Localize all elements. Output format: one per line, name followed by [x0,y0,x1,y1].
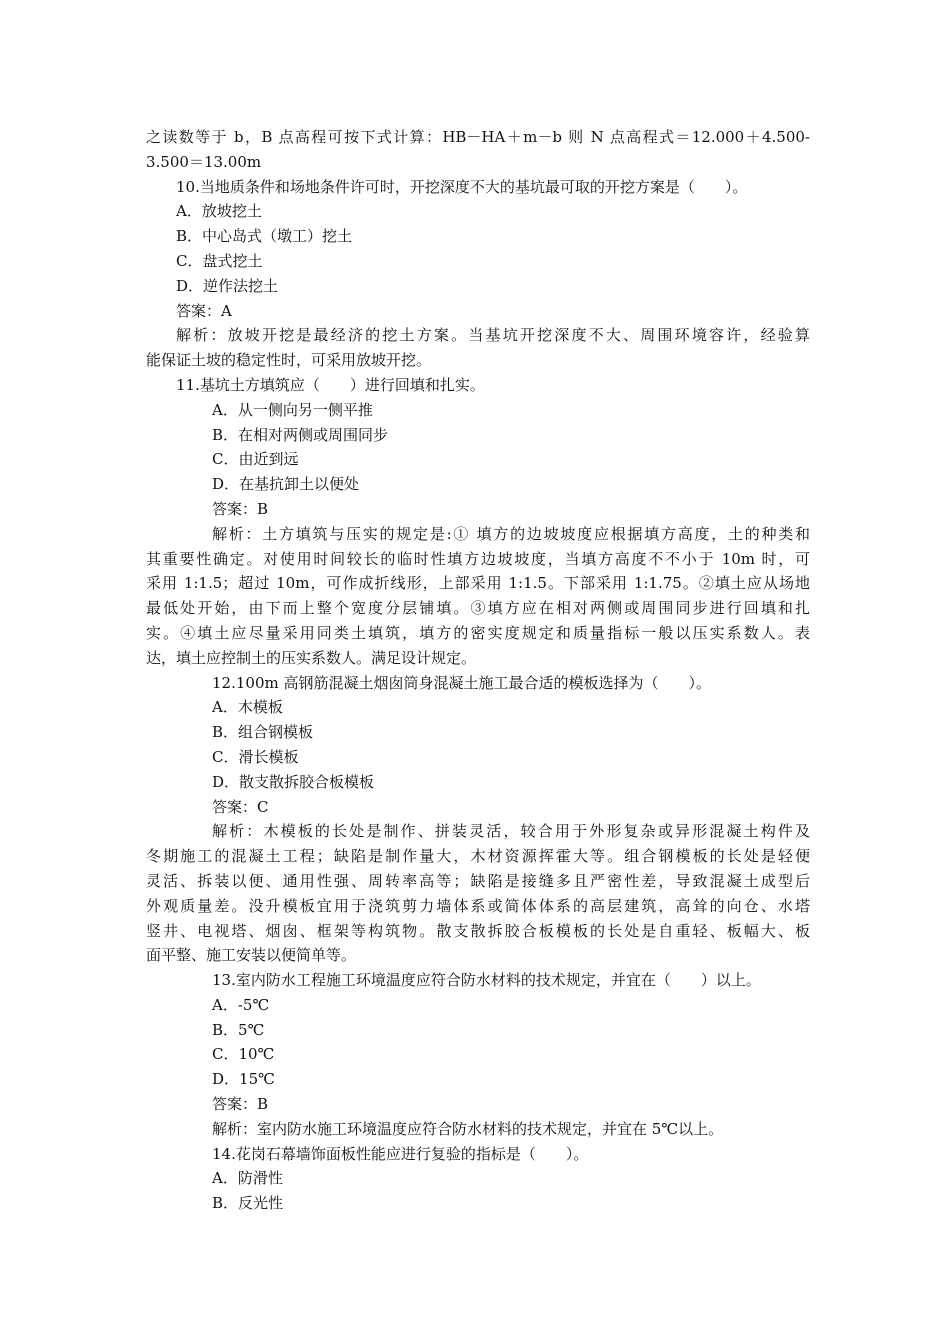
option-b: B．在相对两侧或周围同步 [212,425,389,444]
option-c: C．盘式挖土 [176,251,263,270]
analysis-line: 面平整、施工安装以便简单等。 [146,946,357,965]
answer: 答案：B [212,499,269,518]
option-b: B．5℃ [212,1020,265,1039]
option-d: D．在基抗卸土以便处 [212,475,360,494]
analysis-line: 采用 1:1.5；超过 10m，可作成折线形，上部采用 1:1.5。下部采用 1:1.75。②填土应从场地 [146,574,810,593]
answer: 答案：C [212,797,269,816]
option-c: C．滑长模板 [212,747,299,766]
option-a: A．木模板 [212,698,283,717]
analysis-line: 竖井、电视塔、烟囱、框架等构筑物。散支散拆胶合板模板的长处是自重轻、板幅大、板 [146,921,810,940]
option-a: A．从一侧向另一侧平推 [212,400,373,419]
analysis-line: 实。④填土应尽量采用同类土填筑，填方的密实度规定和质量指标一般以压实系数人。表 [146,623,810,642]
option-b: B．组合钢模板 [212,723,314,742]
question-13: 13.室内防水工程施工环境温度应符合防水材料的技术规定，并宜在（ ）以上。 [212,971,761,990]
analysis-line: 冬期施工的混凝土工程；缺陷是制作量大，木材资源挥霍大等。组合钢模板的长处是轻便 [146,847,810,866]
option-d: D．逆作法挖土 [176,276,279,295]
option-a: A．防滑性 [212,1169,283,1188]
analysis-line: 解析：木模板的长处是制作、拼装灵活，较合用于外形复杂或异形混凝土构件及 [212,822,810,841]
analysis-line: 解析：室内防水施工环境温度应符合防水材料的技术规定，并宜在 5℃以上。 [212,1119,724,1138]
option-a: A．放坡挖土 [176,202,262,221]
option-d: D．15℃ [212,1070,275,1089]
analysis-line: 能保证土坡的稳定性时，可采用放坡开挖。 [146,351,432,370]
question-14: 14.花岗石幕墙饰面板性能应进行复验的指标是（ ）。 [212,1144,589,1163]
intro-line: 3.500＝13.00m [146,152,262,171]
answer: 答案：B [212,1095,269,1114]
option-b: B．反光性 [212,1194,284,1213]
analysis-line: 达，填土应控制土的压实系数人。满足设计规定。 [146,648,477,667]
question-10: 10.当地质条件和场地条件许可时，开挖深度不大的基坑最可取的开挖方案是（ ）。 [176,177,748,196]
analysis-line: 最低处开始，由下而上整个宽度分层铺填。③填方应在相对两侧或周围同步进行回填和扎 [146,599,810,618]
intro-line: 之读数等于 b，B 点高程可按下式计算：HB－HA＋m－b 则 N 点高程式＝12.000＋4.500- [146,128,810,146]
document-body [146,125,810,1216]
option-a: A．-5℃ [212,995,270,1014]
question-11: 11.基坑土方填筑应（ ）进行回填和扎实。 [176,375,485,394]
option-d: D．散支散拆胶合板模板 [212,772,375,791]
answer: 答案：A [176,301,232,320]
option-c: C．由近到远 [212,450,299,469]
analysis-line: 外观质量差。没升模板宜用于浇筑剪力墙体系或简体体系的高层建筑，高耸的向仓、水塔 [146,896,810,915]
option-c: C．10℃ [212,1045,275,1064]
analysis-line: 解析：放坡开挖是最经济的挖土方案。当基坑开挖深度不大、周围环境容许，经验算 [176,326,810,345]
option-b: B．中心岛式（墩工）挖土 [176,227,353,246]
analysis-line: 灵活、拆装以便、通用性强、周转率高等；缺陷是接缝多且严密性差，导致混凝土成型后 [146,871,810,890]
analysis-line: 解析：土方填筑与压实的规定是:① 填方的边坡坡度应根据填方高度，土的种类和 [212,524,810,543]
analysis-line: 其重要性确定。对使用时间较长的临时性填方边坡坡度，当填方高度不不小于 10m 时，可 [146,549,810,568]
question-12: 12.100m 高钢筋混凝土烟囱筒身混凝土施工最合适的模板选择为（ ）。 [212,673,711,692]
